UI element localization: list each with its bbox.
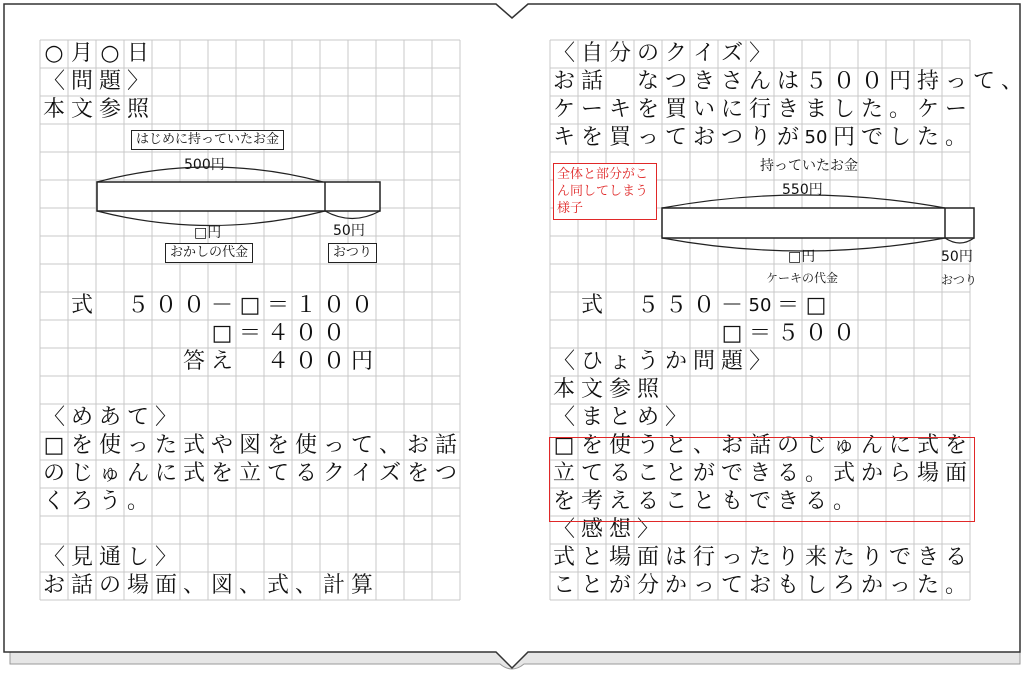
cell-glyph: ５ [636,293,659,318]
cell-glyph: さ [720,69,743,94]
summary-highlight-box [549,437,975,522]
cell-glyph: 。 [804,461,827,486]
cell-glyph: 問 [70,69,93,94]
cell-glyph: 参 [98,97,121,122]
cell-glyph: 、 [182,573,205,598]
cell-glyph: 考 [580,489,603,514]
cell-glyph: 文 [70,97,93,122]
cell-glyph: と [664,433,687,458]
cell-glyph: 、 [692,433,715,458]
cell-glyph: の [636,41,659,66]
cell-glyph: お [748,573,771,598]
cell-glyph: 分 [636,573,659,598]
cell-glyph: 話 [434,433,457,458]
cell-glyph: か [664,349,687,374]
cell-glyph: ろ [832,573,855,598]
right-diagram-top-label: 持っていたお金 [760,158,858,174]
cell-glyph: ４ [266,349,289,374]
cell-glyph: 感 [580,517,603,542]
cell-glyph: じ [70,461,93,486]
cell-glyph: キ [552,125,575,150]
cell-glyph: キ [608,97,631,122]
cell-glyph: ０ [322,349,345,374]
cell-glyph: で [888,545,911,570]
cell-glyph: 自 [580,41,603,66]
cell-glyph: お [692,125,715,150]
cell-glyph: 、 [378,433,401,458]
cell-glyph: ん [860,433,883,458]
cell-glyph: 式 [70,293,93,318]
cell-glyph: 参 [608,377,631,402]
cell-glyph: き [748,461,771,486]
cell-glyph: 文 [580,377,603,402]
cell-glyph: 算 [350,573,373,598]
cell-glyph: 、 [1000,69,1023,94]
cell-glyph: ０ [182,293,205,318]
cell-glyph: ○ [44,41,64,66]
cell-glyph: 答 [182,349,205,374]
cell-glyph: を [580,433,603,458]
cell-glyph: ま [804,97,827,122]
cell-glyph: か [664,573,687,598]
cell-glyph: ０ [294,349,317,374]
cell-glyph: う [98,489,121,514]
cell-glyph: る [776,461,799,486]
cell-glyph: 日 [126,41,149,66]
cell-glyph: ０ [322,321,345,346]
cell-glyph: □ [805,293,827,318]
cell-glyph: ０ [294,321,317,346]
cell-glyph: て [580,461,603,486]
cell-glyph: ５ [126,293,149,318]
cell-glyph: か [860,461,883,486]
cell-glyph: り [776,545,799,570]
cell-glyph: 見 [70,545,93,570]
cell-glyph: ＝ [238,321,261,346]
cell-glyph: 式 [580,293,603,318]
cell-glyph: 題 [98,69,121,94]
cell-glyph: き [776,489,799,514]
cell-glyph: ケ [916,97,939,122]
cell-glyph: っ [944,69,967,94]
cell-glyph: っ [636,125,659,150]
cell-glyph: を [70,433,93,458]
left-diagram-change-label: おつり [328,243,377,263]
cell-glyph: 行 [748,97,771,122]
cell-glyph: 〈 [552,517,575,542]
cell-glyph: 通 [98,545,121,570]
cell-glyph: と [580,573,603,598]
cell-glyph: ー [580,97,603,122]
cell-glyph: り [748,125,771,150]
cell-glyph: こ [664,489,687,514]
cell-glyph: が [608,573,631,598]
cell-glyph: 〉 [126,69,149,94]
cell-glyph: 面 [944,461,967,486]
cell-glyph: を [210,461,233,486]
cell-glyph: て [720,573,743,598]
cell-glyph: の [42,461,65,486]
cell-glyph: お [42,573,65,598]
cell-glyph: 面 [154,573,177,598]
cell-glyph: 来 [804,545,827,570]
cell-glyph: 。 [944,573,967,598]
cell-glyph: る [608,461,631,486]
cell-glyph: 買 [608,125,631,150]
cell-glyph: 想 [608,517,631,542]
cell-glyph: 50 [748,295,772,316]
cell-glyph: る [294,461,317,486]
cell-glyph: く [42,489,65,514]
cell-glyph: 使 [98,433,121,458]
cell-glyph: ー [944,97,967,122]
cell-glyph: 〈 [552,405,575,430]
cell-glyph: を [636,97,659,122]
cell-glyph: ク [664,41,687,66]
cell-glyph: じ [804,433,827,458]
cell-glyph: 円 [888,69,911,94]
cell-glyph: ゅ [98,461,121,486]
cell-glyph: で [720,461,743,486]
cell-glyph: □ [721,321,743,346]
cell-glyph: 話 [70,573,93,598]
cell-glyph: め [636,405,659,430]
cell-glyph: 照 [636,377,659,402]
cell-glyph: ゅ [832,433,855,458]
cell-glyph: ０ [350,293,373,318]
cell-glyph: っ [692,573,715,598]
cell-glyph: 使 [608,433,631,458]
cell-glyph: つ [434,461,457,486]
cell-glyph: イ [692,41,715,66]
cell-glyph: に [720,97,743,122]
cell-glyph [96,292,124,320]
cell-glyph: を [552,489,575,514]
cell-glyph: 。 [888,97,911,122]
right-diagram-total: 550円 [782,182,823,198]
cell-glyph: ひ [580,349,603,374]
cell-glyph: 〈 [42,405,65,430]
cell-glyph: と [692,489,715,514]
cell-glyph: お [552,69,575,94]
cell-glyph: し [126,545,149,570]
cell-glyph: っ [888,573,911,598]
cell-glyph: 問 [692,349,715,374]
cell-glyph: き [692,69,715,94]
cell-glyph: と [664,461,687,486]
left-diagram-change: 50円 [333,223,365,239]
cell-glyph: □ [239,293,261,318]
cell-glyph: 。 [126,489,149,514]
cell-glyph: と [608,405,631,430]
cell-glyph: 話 [580,69,603,94]
cell-glyph: を [580,125,603,150]
cell-glyph: 行 [692,545,715,570]
cell-glyph: 話 [748,433,771,458]
cell-glyph: る [636,489,659,514]
cell-glyph: た [832,545,855,570]
cell-glyph: ０ [154,293,177,318]
cell-glyph: て [972,69,995,94]
cell-glyph: お [720,433,743,458]
cell-glyph: 立 [238,461,261,486]
right-tape-diagram [655,188,985,258]
cell-glyph: 題 [720,349,743,374]
cell-glyph: を [266,433,289,458]
cell-glyph: 分 [608,41,631,66]
cell-glyph: ５ [776,321,799,346]
cell-glyph: は [776,69,799,94]
cell-glyph: イ [350,461,373,486]
cell-glyph: 場 [126,573,149,598]
cell-glyph: る [804,489,827,514]
cell-glyph: 。 [944,125,967,150]
cell-glyph: し [832,97,855,122]
cell-glyph: え [608,489,631,514]
cell-glyph: や [210,433,233,458]
cell-glyph: 計 [322,573,345,598]
cell-glyph: □ [553,433,575,458]
cell-glyph: ろ [70,489,93,514]
cell-glyph: ズ [378,461,401,486]
cell-glyph: た [860,97,883,122]
cell-glyph: ５ [664,293,687,318]
cell-glyph: 式 [552,545,575,570]
cell-glyph: ＝ [748,321,771,346]
cell-glyph: が [776,125,799,150]
cell-glyph: う [636,349,659,374]
cell-glyph: 〉 [664,405,687,430]
cell-glyph: な [636,69,659,94]
cell-glyph: 〉 [154,545,177,570]
cell-glyph: た [154,433,177,458]
left-diagram-top-label: はじめに持っていたお金 [131,130,284,150]
right-diagram-change-label: おつり [941,273,977,287]
cell-glyph: 本 [552,377,575,402]
cell-glyph: で [860,125,883,150]
cell-glyph: ク [322,461,345,486]
cell-glyph: 場 [608,545,631,570]
cell-glyph: 〉 [154,405,177,430]
right-diagram-unknown: □円 [788,249,816,265]
cell-glyph: 〈 [552,41,575,66]
cell-glyph: ＝ [266,293,289,318]
cell-glyph: 買 [664,97,687,122]
cell-glyph: 図 [238,433,261,458]
left-diagram-unknown: □円 [194,225,222,241]
cell-glyph: ケ [552,97,575,122]
cell-glyph: た [748,545,771,570]
cell-glyph: っ [720,545,743,570]
cell-glyph: 式 [832,461,855,486]
cell-glyph: 。 [832,489,855,514]
cell-glyph: き [916,545,939,570]
cell-glyph: う [636,433,659,458]
cell-glyph: ょ [608,349,631,374]
cell-glyph: こ [636,461,659,486]
cell-glyph: 本 [42,97,65,122]
cell-glyph: ０ [832,321,855,346]
cell-glyph: い [692,97,715,122]
cell-glyph: 持 [916,69,939,94]
cell-glyph: 照 [126,97,149,122]
cell-glyph: 立 [552,461,575,486]
cell-glyph: ０ [832,69,855,94]
cell-glyph: － [210,293,233,318]
cell-glyph: て [350,433,373,458]
cell-glyph: あ [98,405,121,430]
cell-glyph: － [720,293,743,318]
cell-glyph: 50 [804,127,828,148]
cell-glyph: ０ [692,293,715,318]
cell-glyph: こ [552,573,575,598]
cell-glyph: ズ [720,41,743,66]
cell-glyph: も [720,489,743,514]
cell-glyph: 〈 [42,545,65,570]
cell-glyph: 〉 [748,41,771,66]
left-diagram-total: 500円 [184,157,225,173]
cell-glyph: 面 [636,545,659,570]
cell-glyph: が [692,461,715,486]
cell-glyph: 円 [350,349,373,374]
cell-glyph: り [860,545,883,570]
right-diagram-unknown-label: ケーキの代金 [766,271,839,285]
cell-glyph: 円 [832,125,855,150]
cell-glyph: ０ [322,293,345,318]
cell-glyph: ０ [804,321,827,346]
cell-glyph: 〈 [552,349,575,374]
cell-glyph: っ [322,433,345,458]
cell-glyph: を [406,461,429,486]
cell-glyph: つ [720,125,743,150]
cell-glyph: は [664,545,687,570]
cell-glyph: 月 [70,41,93,66]
cell-glyph: と [580,545,603,570]
cell-glyph: ○ [100,41,120,66]
cell-glyph: ４ [266,321,289,346]
cell-glyph: て [266,461,289,486]
cell-glyph [236,348,264,376]
cell-glyph: た [916,573,939,598]
cell-glyph: の [776,433,799,458]
cell-glyph: き [776,97,799,122]
cell-glyph: ５ [804,69,827,94]
cell-glyph: ま [580,405,603,430]
cell-glyph: の [98,573,121,598]
cell-glyph: え [210,349,233,374]
cell-glyph: 式 [182,461,205,486]
cell-glyph: で [748,489,771,514]
right-diagram-change: 50円 [941,249,973,265]
cell-glyph: て [126,405,149,430]
cell-glyph: 式 [916,433,939,458]
cell-glyph: た [916,125,939,150]
cell-glyph: 、 [238,573,261,598]
cell-glyph: か [860,573,883,598]
cell-glyph: も [776,573,799,598]
cell-glyph: し [888,125,911,150]
cell-glyph: 使 [294,433,317,458]
cell-glyph: 式 [266,573,289,598]
cell-glyph: め [70,405,93,430]
left-diagram-unknown-label: おかしの代金 [165,243,253,263]
cell-glyph: 、 [294,573,317,598]
cell-glyph: て [664,125,687,150]
cell-glyph: る [944,545,967,570]
cell-glyph: ん [748,69,771,94]
red-annotation: 全体と部分がこん同してしまう様子 [553,163,657,220]
cell-glyph: 図 [210,573,233,598]
cell-glyph: □ [211,321,233,346]
cell-glyph: に [888,433,911,458]
cell-glyph: ら [888,461,911,486]
cell-glyph: 式 [182,433,205,458]
cell-glyph: 〉 [636,517,659,542]
cell-glyph: １ [294,293,317,318]
cell-glyph: 〈 [42,69,65,94]
cell-glyph: っ [126,433,149,458]
cell-glyph [606,292,634,320]
cell-glyph: し [804,573,827,598]
cell-glyph: 場 [916,461,939,486]
cell-glyph: □ [43,433,65,458]
cell-glyph: を [944,433,967,458]
cell-glyph: ＝ [776,293,799,318]
cell-glyph: ０ [860,69,883,94]
cell-glyph: 〉 [748,349,771,374]
cell-glyph: お [406,433,429,458]
cell-glyph: ん [126,461,149,486]
cell-glyph: に [154,461,177,486]
cell-glyph: つ [664,69,687,94]
cell-glyph [606,68,634,96]
